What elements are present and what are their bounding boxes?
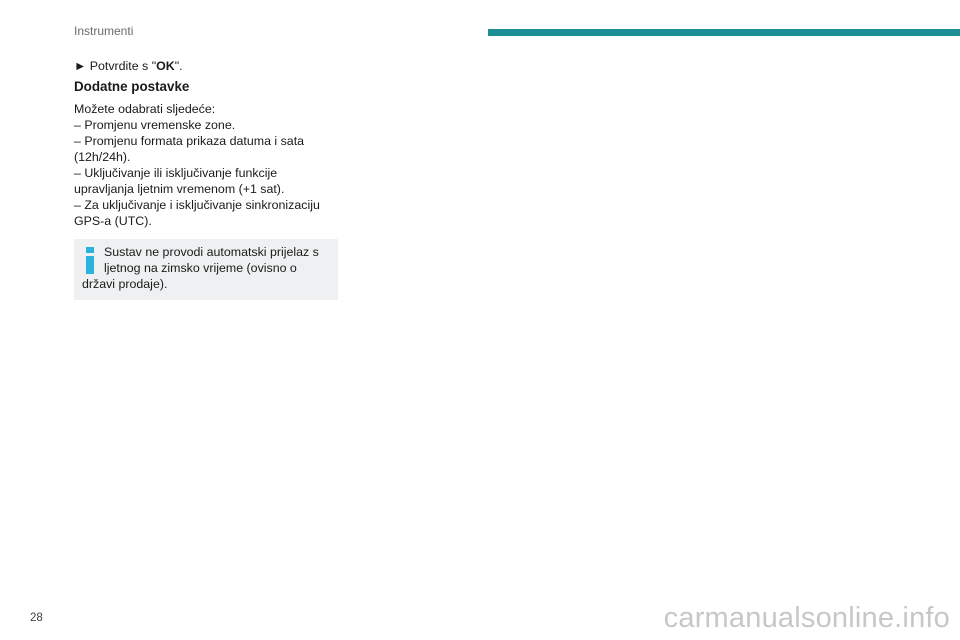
page-number: 28 [30, 612, 43, 624]
info-note-box [74, 239, 338, 300]
list-item: – Promjenu vremenske zone. [74, 118, 236, 132]
list-item: – Za uključivanje i isključivanje sinkronizaciju GPS-a (UTC). [74, 198, 320, 228]
list-item: – Promjenu formata prikaza datuma i sata (12h/24h). [74, 134, 305, 164]
info-icon [86, 247, 95, 274]
confirm-prefix: Potvrdite s " [89, 59, 157, 73]
options-intro: Možete odabrati sljedeće: [74, 102, 216, 116]
info-note-text: Sustav ne provodi automatski prijelaz s ljetnog na zimsko vrijeme (ovisno o državi prodaje). [82, 245, 319, 291]
list-item: – Uključivanje ili isključivanje funkcije upravljanja ljetnim vremenom (+1 sat). [74, 166, 285, 196]
content-column [74, 58, 338, 300]
subheading: Dodatne postavke [74, 79, 190, 94]
header-accent-bar [488, 29, 960, 36]
arrow-bullet-icon: ► [74, 59, 87, 73]
ok-key-label: OK [156, 59, 175, 73]
options-list [74, 117, 338, 229]
confirm-suffix: ". [174, 59, 183, 73]
watermark: carmanualsonline.info [663, 602, 950, 634]
section-header: Instrumenti [74, 24, 134, 38]
confirm-instruction [74, 58, 338, 74]
